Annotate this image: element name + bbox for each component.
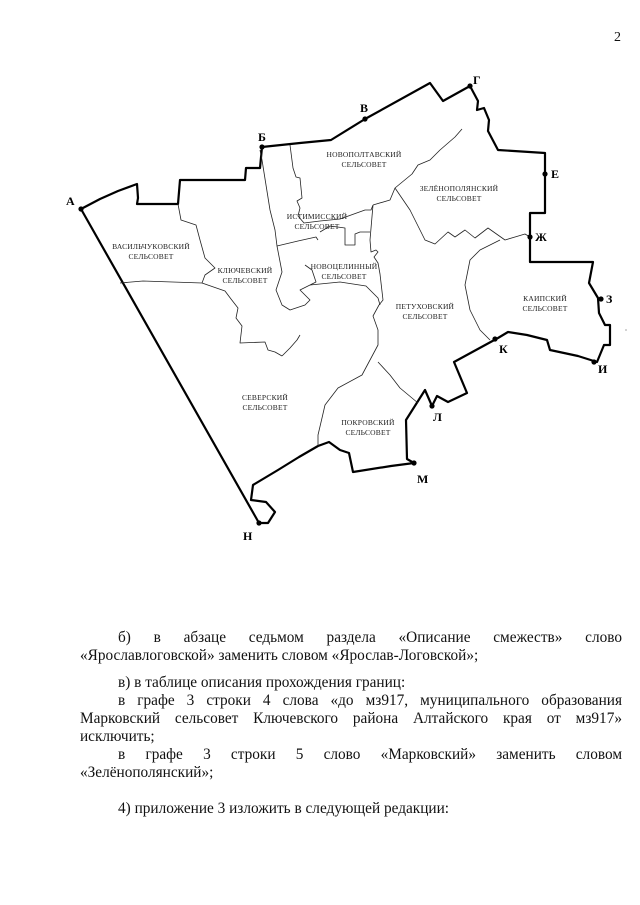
svg-text:СЕЛЬСОВЕТ: СЕЛЬСОВЕТ [294, 222, 340, 231]
point-label-M: М [417, 472, 429, 486]
region-seversky [242, 393, 288, 412]
region-pokrovsky [341, 418, 395, 437]
point-label-K: К [499, 342, 508, 356]
point-label-E: Е [551, 167, 560, 181]
stray-dot [625, 329, 626, 330]
svg-text:КЛЮЧЕВСКИЙ: КЛЮЧЕВСКИЙ [217, 266, 273, 275]
svg-text:СЕЛЬСОВЕТ: СЕЛЬСОВЕТ [345, 428, 391, 437]
point-label-G: Г [473, 73, 481, 87]
region-klyuchevsky [218, 266, 273, 285]
svg-text:ИСТИМИССКИЙ: ИСТИМИССКИЙ [286, 212, 348, 221]
internal-boundaries [120, 129, 530, 446]
region-vasilchukovsky [112, 242, 190, 261]
paragraph-b-line-2: «Ярославлоговской» заменить словом «Ярослав-Логовской»; [80, 647, 479, 664]
paragraph-v-item1-line1: в графе 3 строки 4 слова «до мз917, муниципального образования [118, 692, 622, 709]
svg-text:ЗЕЛЁНОПОЛЯНСКИЙ: ЗЕЛЁНОПОЛЯНСКИЙ [419, 184, 499, 193]
region-novopoltavsky [326, 150, 401, 169]
svg-text:СЕЛЬСОВЕТ: СЕЛЬСОВЕТ [222, 276, 268, 285]
region-kaipsky [522, 294, 567, 313]
region-istimissky [287, 212, 348, 231]
paragraph-4 [80, 800, 622, 818]
point-label-A: А [66, 194, 75, 208]
svg-text:СЕЛЬСОВЕТ: СЕЛЬСОВЕТ [242, 403, 288, 412]
point-label-B: Б [258, 130, 266, 144]
region-novotselinny [311, 262, 378, 281]
paragraph-v-item2-line2: «Зелёнополянский»; [80, 764, 214, 781]
svg-text:СЕЛЬСОВЕТ: СЕЛЬСОВЕТ [128, 252, 174, 261]
paragraph-v-item1-line2: Марковский сельсовет Ключевского района Алтайского края от мз917» [80, 710, 622, 727]
point-label-Z: З [606, 292, 613, 306]
paragraph-b [80, 629, 622, 665]
svg-text:СЕЛЬСОВЕТ: СЕЛЬСОВЕТ [402, 312, 448, 321]
point-K-marker [492, 336, 497, 341]
page-number: 2 [614, 30, 621, 45]
point-B-marker [259, 144, 264, 149]
paragraph-v-item2-line1: в графе 3 строки 5 слово «Марковский» заменить словом [118, 746, 622, 763]
svg-text:ВАСИЛЬЧУКОВСКИЙ: ВАСИЛЬЧУКОВСКИЙ [112, 242, 190, 251]
point-V-marker [362, 116, 367, 121]
point-M-marker [411, 460, 416, 465]
paragraph-v-item1-line3: исключить; [80, 728, 155, 745]
point-label-V: В [360, 101, 369, 115]
point-label-N: Н [243, 529, 253, 543]
svg-text:ПЕТУХОВСКИЙ: ПЕТУХОВСКИЙ [395, 302, 455, 311]
svg-text:НОВОПОЛТАВСКИЙ: НОВОПОЛТАВСКИЙ [326, 150, 402, 159]
svg-text:СЕЛЬСОВЕТ: СЕЛЬСОВЕТ [321, 272, 367, 281]
paragraph-b-line-1: б) в абзаце седьмом раздела «Описание смежеств» слово [118, 629, 622, 646]
paragraph-v [80, 674, 622, 782]
point-I-marker [591, 359, 596, 364]
svg-text:СЕЛЬСОВЕТ: СЕЛЬСОВЕТ [436, 194, 482, 203]
svg-text:СЕЛЬСОВЕТ: СЕЛЬСОВЕТ [522, 304, 568, 313]
point-label-L: Л [433, 410, 442, 424]
region-zelenopolyansky [420, 184, 499, 203]
point-L-marker [429, 403, 434, 408]
svg-text:КАИПСКИЙ: КАИПСКИЙ [523, 294, 567, 303]
point-G-marker [467, 83, 472, 88]
region-petukhovsky [396, 302, 455, 321]
point-ZH-marker [527, 234, 532, 239]
point-N-marker [256, 520, 261, 525]
point-label-I: И [598, 362, 608, 376]
point-label-ZH: Ж [535, 230, 547, 244]
svg-text:ПОКРОВСКИЙ: ПОКРОВСКИЙ [341, 418, 395, 427]
point-Z-marker [598, 296, 603, 301]
svg-text:СЕЛЬСОВЕТ: СЕЛЬСОВЕТ [341, 160, 387, 169]
svg-text:НОВОЦЕЛИННЫЙ: НОВОЦЕЛИННЫЙ [310, 262, 378, 271]
paragraph-v-intro: в) в таблице описания прохождения границ: [118, 674, 406, 691]
point-A-marker [78, 206, 83, 211]
paragraph-4-text: 4) приложение 3 изложить в следующей редакции: [118, 800, 450, 817]
district-outer-boundary [81, 83, 613, 523]
point-E-marker [542, 171, 547, 176]
svg-text:СЕВЕРСКИЙ: СЕВЕРСКИЙ [241, 393, 289, 402]
region-labels [112, 150, 568, 437]
